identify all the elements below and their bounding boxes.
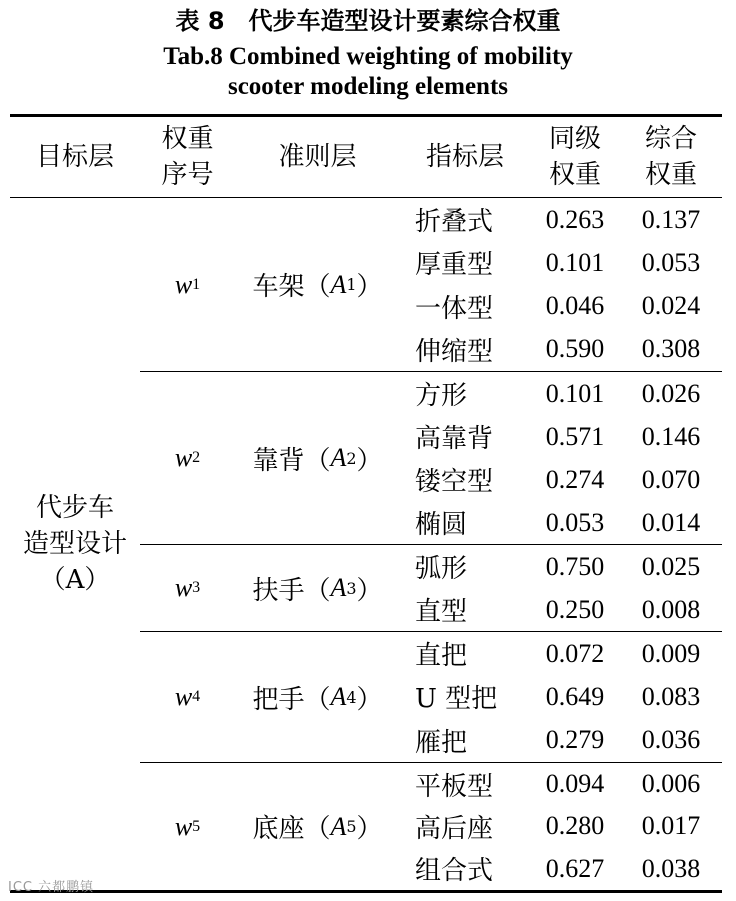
table-title-cn: 表 8 代步车造型设计要素综合权重: [175, 7, 561, 35]
criterion-subscript: 4: [346, 687, 357, 707]
header-weight-no-line2: 序号: [161, 160, 214, 190]
same-level-weight-cell: 0.094: [545, 769, 605, 799]
indicator-cell: 组合式: [415, 856, 494, 887]
indicator-cell: 镂空型: [415, 467, 494, 497]
header-same-level-line2: 权重: [548, 160, 601, 190]
same-level-weight-cell: 0.263: [545, 204, 605, 234]
combined-weight-cell: 0.070: [641, 464, 701, 494]
header-goal: 目标层: [35, 142, 114, 172]
same-level-weight-cell: 0.072: [545, 638, 605, 668]
table-title-en-line1: Tab.8 Combined weighting of mobility: [163, 43, 573, 70]
criterion-cell: 靠背 （ A 2 ）: [235, 372, 400, 544]
combined-weight-cell: 0.137: [641, 204, 701, 234]
same-level-weight-cell: 0.101: [545, 378, 605, 408]
weight-subscript: 1: [192, 275, 201, 293]
criterion-code: A: [330, 682, 347, 711]
weight-letter: w: [174, 443, 193, 472]
combined-weight-cell: 0.308: [641, 334, 701, 364]
criterion-subscript: 1: [346, 275, 357, 294]
weight-letter: w: [174, 682, 193, 711]
weight-letter: w: [174, 811, 193, 841]
indicator-cell: 直把: [415, 641, 468, 672]
weight-subscript: 4: [192, 688, 201, 705]
criterion-label: 车架: [252, 272, 305, 302]
criterion-cell: 把手 （ A 4 ）: [235, 632, 400, 762]
weight-subscript: 5: [192, 817, 201, 835]
combined-weight-cell: 0.053: [641, 247, 701, 277]
indicator-cell: 高后座: [415, 813, 494, 844]
indicator-cell: 一体型: [415, 293, 494, 324]
indicator-cell: 伸缩型: [415, 336, 494, 367]
header-weight-no-line1: 权重: [161, 124, 214, 154]
indicator-cell: U 型把: [415, 684, 498, 715]
top-rule: [10, 114, 722, 117]
criterion-label: 靠背: [252, 445, 305, 476]
same-level-weight-cell: 0.101: [545, 247, 605, 277]
weight-subscript: 3: [192, 579, 201, 596]
criterion-subscript: 3: [346, 578, 357, 598]
same-level-weight-cell: 0.750: [545, 551, 605, 581]
weight-symbol: [140, 763, 235, 890]
header-same-level-weight: [530, 118, 620, 196]
criterion-cell: 扶手 （ A 3 ）: [235, 545, 400, 631]
criterion-cell: 底座 （ A 5 ）: [235, 763, 400, 890]
header-combined-line2: 权重: [644, 160, 697, 190]
criterion-label: 把手: [252, 684, 305, 715]
bottom-rule: [10, 890, 722, 893]
indicator-cell: 厚重型: [415, 250, 494, 281]
same-level-weight-cell: 0.280: [545, 811, 605, 841]
combined-weight-cell: 0.014: [641, 507, 701, 537]
same-level-weight-cell: 0.649: [545, 681, 605, 711]
criterion-cell: 车架 （ A 1 ）: [235, 198, 400, 371]
combined-weight-cell: 0.083: [641, 681, 701, 711]
indicator-cell: 弧形: [415, 554, 468, 584]
combined-weight-cell: 0.024: [641, 291, 701, 321]
criterion-code: A: [330, 443, 347, 472]
indicator-cell: 椭圆: [415, 510, 468, 540]
indicator-cell: 折叠式: [415, 207, 494, 238]
criterion-code: A: [330, 269, 347, 299]
watermark: ICC 六都鹏镇: [8, 880, 95, 895]
combined-weight-cell: 0.038: [641, 853, 701, 883]
same-level-weight-cell: 0.046: [545, 291, 605, 321]
criterion-code: A: [330, 811, 347, 841]
same-level-weight-cell: 0.590: [545, 334, 605, 364]
indicator-cell: 雁把: [415, 727, 468, 758]
combined-weight-cell: 0.036: [641, 725, 701, 755]
header-criterion: 准则层: [278, 142, 357, 172]
goal-line2: 造型设计: [22, 529, 127, 559]
weight-symbol: [140, 545, 235, 631]
goal-line3: （A）: [39, 565, 111, 595]
criterion-label: 扶手: [252, 575, 305, 606]
combined-weight-cell: 0.008: [641, 594, 701, 624]
weight-symbol: [140, 632, 235, 762]
indicator-cell: 高靠背: [415, 424, 494, 454]
criterion-subscript: 5: [346, 817, 357, 836]
weight-subscript: 2: [192, 449, 201, 466]
weight-letter: w: [174, 573, 193, 602]
combined-weight-cell: 0.017: [641, 811, 701, 841]
same-level-weight-cell: 0.279: [545, 725, 605, 755]
indicator-cell: 方形: [415, 381, 468, 411]
criterion-subscript: 2: [346, 448, 357, 468]
same-level-weight-cell: 0.627: [545, 853, 605, 883]
indicator-cell: 平板型: [415, 771, 494, 802]
same-level-weight-cell: 0.250: [545, 594, 605, 624]
combined-weight-cell: 0.009: [641, 638, 701, 668]
indicator-cell: 直型: [415, 597, 468, 627]
header-same-level-line1: 同级: [548, 124, 601, 154]
weight-symbol: [140, 372, 235, 544]
combined-weight-cell: 0.025: [641, 551, 701, 581]
header-indicator: 指标层: [425, 142, 504, 172]
table-title-en: [0, 42, 736, 102]
table-title-en-line2: scooter modeling elements: [227, 73, 509, 100]
goal-line1: 代步车: [35, 493, 114, 523]
combined-weight-cell: 0.006: [641, 769, 701, 799]
criterion-code: A: [330, 573, 347, 602]
header-weight-no: [140, 118, 235, 196]
combined-weight-cell: 0.026: [641, 378, 701, 408]
header-combined-line1: 综合: [644, 124, 697, 154]
same-level-weight-cell: 0.053: [545, 507, 605, 537]
header-combined-weight: [620, 118, 722, 196]
criterion-label: 底座: [252, 814, 305, 844]
weight-symbol: [140, 198, 235, 371]
goal-cell: [10, 198, 140, 890]
weight-letter: w: [174, 269, 193, 299]
combined-weight-cell: 0.146: [641, 421, 701, 451]
same-level-weight-cell: 0.274: [545, 464, 605, 494]
same-level-weight-cell: 0.571: [545, 421, 605, 451]
